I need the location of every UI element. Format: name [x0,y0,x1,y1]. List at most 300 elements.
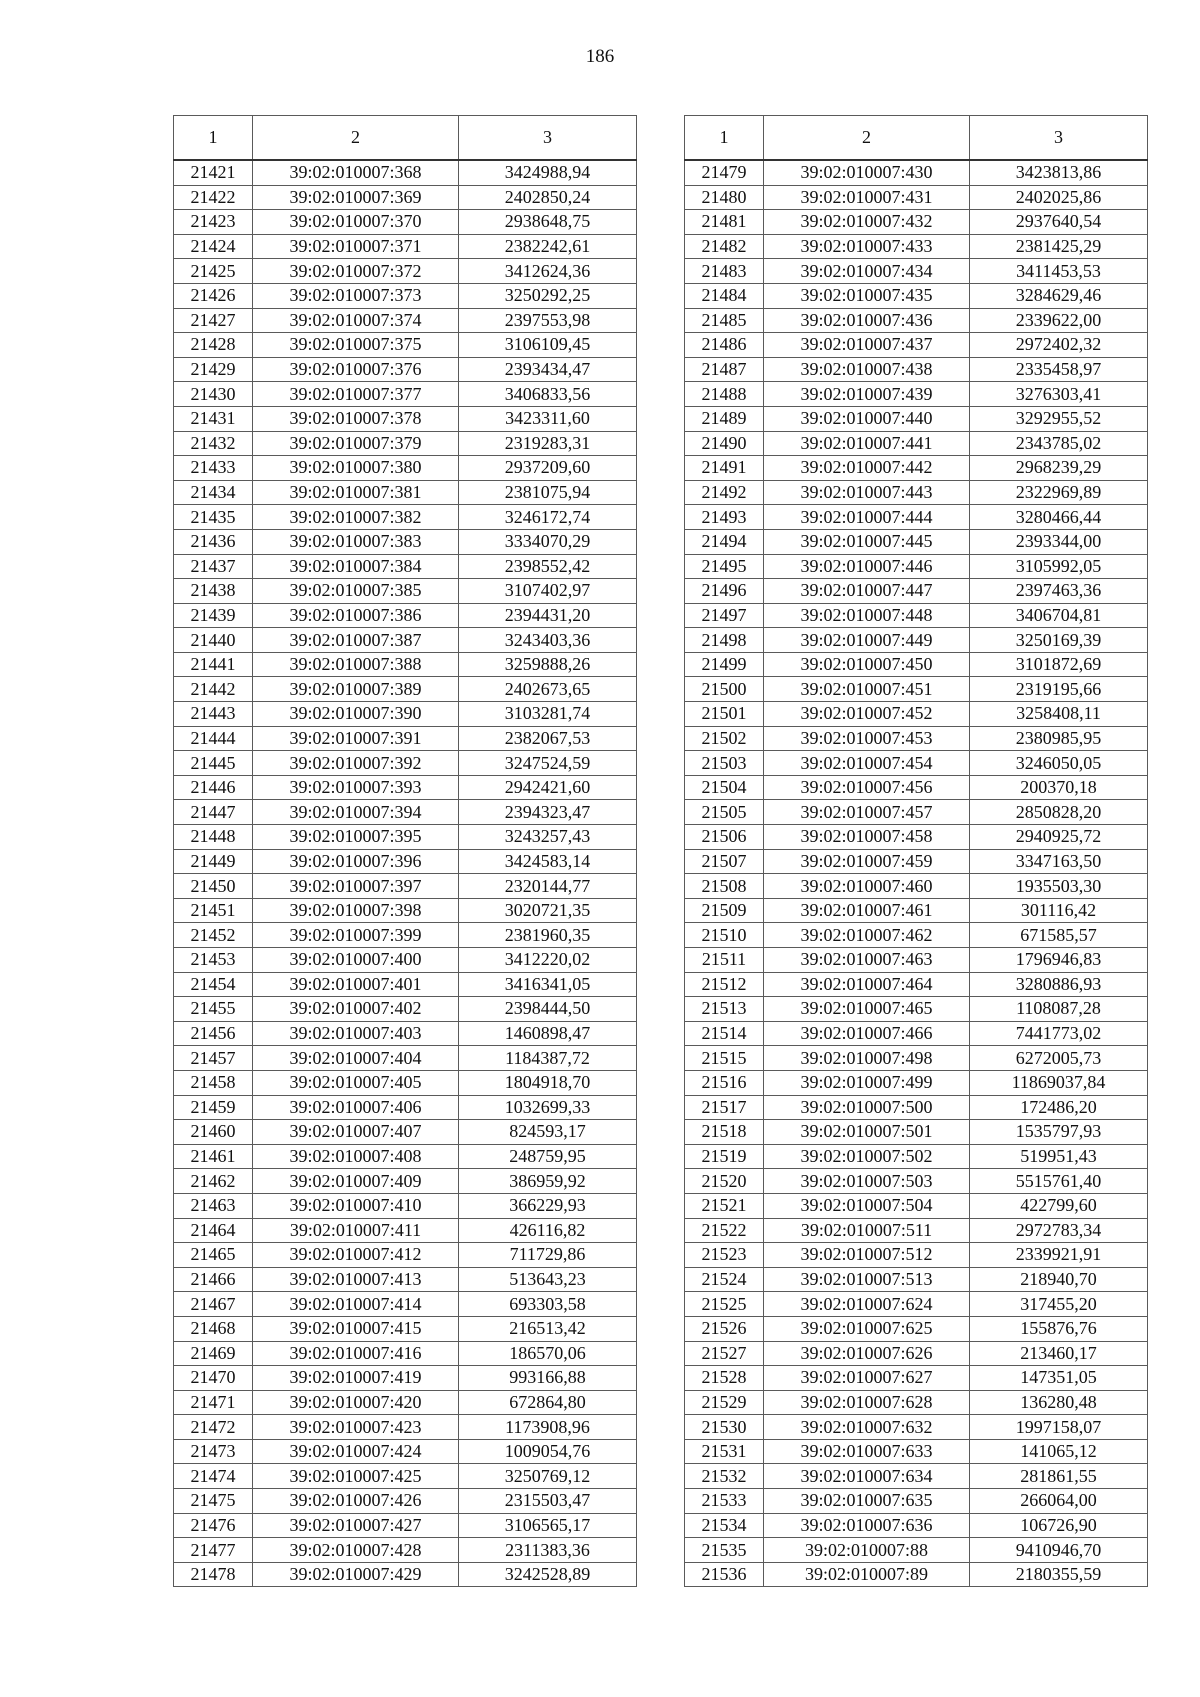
row-number-cell: 21454 [174,972,253,997]
cadastral-number-cell: 39:02:010007:415 [253,1316,459,1341]
cadastral-number-cell: 39:02:010007:500 [764,1095,970,1120]
table-row [174,603,637,628]
value-cell: 136280,48 [970,1390,1148,1415]
cadastral-number-cell: 39:02:010007:374 [253,308,459,333]
row-number-cell: 21497 [685,603,764,628]
table-row [174,874,637,899]
table-row [174,948,637,973]
row-number-cell: 21439 [174,603,253,628]
value-cell: 3412624,36 [459,259,637,284]
cadastral-number-cell: 39:02:010007:512 [764,1243,970,1268]
row-number-cell: 21449 [174,849,253,874]
row-number-cell: 21461 [174,1144,253,1169]
cadastral-number-cell: 39:02:010007:466 [764,1021,970,1046]
cadastral-number-cell: 39:02:010007:457 [764,800,970,825]
row-number-cell: 21534 [685,1513,764,1538]
value-cell: 711729,86 [459,1243,637,1268]
value-cell: 1108087,28 [970,997,1148,1022]
value-cell: 1804918,70 [459,1070,637,1095]
cadastral-number-cell: 39:02:010007:502 [764,1144,970,1169]
page-number: 186 [585,46,615,67]
row-number-cell: 21464 [174,1218,253,1243]
cadastral-number-cell: 39:02:010007:454 [764,751,970,776]
row-number-cell: 21493 [685,505,764,530]
row-number-cell: 21535 [685,1538,764,1563]
row-number-cell: 21494 [685,529,764,554]
cadastral-number-cell: 39:02:010007:450 [764,652,970,677]
table-row [685,628,1148,653]
row-number-cell: 21511 [685,948,764,973]
cadastral-number-cell: 39:02:010007:447 [764,579,970,604]
row-number-cell: 21463 [174,1193,253,1218]
value-cell: 993166,88 [459,1366,637,1391]
table-row [174,997,637,1022]
table-row [685,406,1148,431]
row-number-cell: 21526 [685,1316,764,1341]
cadastral-number-cell: 39:02:010007:433 [764,234,970,259]
row-number-cell: 21467 [174,1292,253,1317]
value-cell: 3334070,29 [459,529,637,554]
table-row [174,456,637,481]
value-cell: 2937209,60 [459,456,637,481]
table-row [685,1464,1148,1489]
row-number-cell: 21503 [685,751,764,776]
value-cell: 3246172,74 [459,505,637,530]
row-number-cell: 21533 [685,1489,764,1514]
left-table-body [174,160,637,1587]
row-number-cell: 21438 [174,579,253,604]
table-row [174,1169,637,1194]
table-row [685,579,1148,604]
value-cell: 422799,60 [970,1193,1148,1218]
row-number-cell: 21509 [685,898,764,923]
table-row [174,702,637,727]
row-number-cell: 21483 [685,259,764,284]
cadastral-number-cell: 39:02:010007:382 [253,505,459,530]
table-row [685,529,1148,554]
cadastral-number-cell: 39:02:010007:458 [764,825,970,850]
table-row [685,1489,1148,1514]
table-row [174,579,637,604]
cadastral-number-cell: 39:02:010007:439 [764,382,970,407]
value-cell: 3423311,60 [459,406,637,431]
cadastral-number-cell: 39:02:010007:395 [253,825,459,850]
row-number-cell: 21480 [685,185,764,210]
row-number-cell: 21476 [174,1513,253,1538]
row-number-cell: 21513 [685,997,764,1022]
value-cell: 147351,05 [970,1366,1148,1391]
row-number-cell: 21504 [685,775,764,800]
value-cell: 1535797,93 [970,1120,1148,1145]
cadastral-number-cell: 39:02:010007:443 [764,480,970,505]
value-cell: 3250769,12 [459,1464,637,1489]
table-row [174,505,637,530]
cadastral-number-cell: 39:02:010007:434 [764,259,970,284]
table-row [174,1538,637,1563]
table-row [685,1046,1148,1071]
cadastral-number-cell: 39:02:010007:400 [253,948,459,973]
cadastral-number-cell: 39:02:010007:403 [253,1021,459,1046]
table-row [685,382,1148,407]
row-number-cell: 21423 [174,210,253,235]
cadastral-number-cell: 39:02:010007:436 [764,308,970,333]
cadastral-number-cell: 39:02:010007:463 [764,948,970,973]
cadastral-number-cell: 39:02:010007:390 [253,702,459,727]
cadastral-number-cell: 39:02:010007:408 [253,1144,459,1169]
value-cell: 3243403,36 [459,628,637,653]
value-cell: 3280886,93 [970,972,1148,997]
table-row [174,1144,637,1169]
value-cell: 1935503,30 [970,874,1148,899]
row-number-cell: 21444 [174,726,253,751]
cadastral-number-cell: 39:02:010007:397 [253,874,459,899]
cadastral-number-cell: 39:02:010007:440 [764,406,970,431]
row-number-cell: 21531 [685,1439,764,1464]
table-row [685,1390,1148,1415]
row-number-cell: 21447 [174,800,253,825]
value-cell: 3416341,05 [459,972,637,997]
cadastral-number-cell: 39:02:010007:438 [764,357,970,382]
cadastral-number-cell: 39:02:010007:456 [764,775,970,800]
row-number-cell: 21475 [174,1489,253,1514]
right-table [684,115,1148,1587]
value-cell: 3106565,17 [459,1513,637,1538]
value-cell: 671585,57 [970,923,1148,948]
row-number-cell: 21443 [174,702,253,727]
row-number-cell: 21448 [174,825,253,850]
value-cell: 3280466,44 [970,505,1148,530]
cadastral-number-cell: 39:02:010007:460 [764,874,970,899]
row-number-cell: 21536 [685,1562,764,1587]
value-cell: 3276303,41 [970,382,1148,407]
table-row [685,825,1148,850]
table-row [174,1193,637,1218]
row-number-cell: 21440 [174,628,253,653]
table-row [174,382,637,407]
row-number-cell: 21489 [685,406,764,431]
row-number-cell: 21510 [685,923,764,948]
value-cell: 1009054,76 [459,1439,637,1464]
value-cell: 2339921,91 [970,1243,1148,1268]
cadastral-number-cell: 39:02:010007:402 [253,997,459,1022]
row-number-cell: 21492 [685,480,764,505]
cadastral-number-cell: 39:02:010007:426 [253,1489,459,1514]
value-cell: 281861,55 [970,1464,1148,1489]
value-cell: 2380985,95 [970,726,1148,751]
row-number-cell: 21508 [685,874,764,899]
table-row [685,898,1148,923]
value-cell: 2398444,50 [459,997,637,1022]
table-row [685,480,1148,505]
cadastral-number-cell: 39:02:010007:432 [764,210,970,235]
value-cell: 2382067,53 [459,726,637,751]
row-number-cell: 21512 [685,972,764,997]
table-row [174,1341,637,1366]
table-row [174,1366,637,1391]
row-number-cell: 21433 [174,456,253,481]
table-row [174,308,637,333]
row-number-cell: 21446 [174,775,253,800]
cadastral-number-cell: 39:02:010007:399 [253,923,459,948]
row-number-cell: 21499 [685,652,764,677]
row-number-cell: 21451 [174,898,253,923]
cadastral-number-cell: 39:02:010007:388 [253,652,459,677]
row-number-cell: 21517 [685,1095,764,1120]
table-row [174,1316,637,1341]
table-row [685,652,1148,677]
value-cell: 2394431,20 [459,603,637,628]
row-number-cell: 21524 [685,1267,764,1292]
row-number-cell: 21430 [174,382,253,407]
row-number-cell: 21525 [685,1292,764,1317]
cadastral-number-cell: 39:02:010007:401 [253,972,459,997]
cadastral-number-cell: 39:02:010007:437 [764,333,970,358]
table-row [174,1390,637,1415]
value-cell: 2343785,02 [970,431,1148,456]
row-number-cell: 21437 [174,554,253,579]
left-table [173,115,637,1587]
value-cell: 426116,82 [459,1218,637,1243]
row-number-cell: 21521 [685,1193,764,1218]
table-row [685,775,1148,800]
value-cell: 301116,42 [970,898,1148,923]
table-row [174,357,637,382]
table-row [174,972,637,997]
cadastral-number-cell: 39:02:010007:392 [253,751,459,776]
cadastral-number-cell: 39:02:010007:446 [764,554,970,579]
cadastral-number-cell: 39:02:010007:461 [764,898,970,923]
value-cell: 1997158,07 [970,1415,1148,1440]
row-number-cell: 21429 [174,357,253,382]
value-cell: 317455,20 [970,1292,1148,1317]
row-number-cell: 21498 [685,628,764,653]
cadastral-number-cell: 39:02:010007:378 [253,406,459,431]
table-row [685,210,1148,235]
table-row [174,185,637,210]
column-header-2: 2 [764,116,970,161]
cadastral-number-cell: 39:02:010007:405 [253,1070,459,1095]
table-row [685,603,1148,628]
cadastral-number-cell: 39:02:010007:453 [764,726,970,751]
cadastral-number-cell: 39:02:010007:370 [253,210,459,235]
table-row [685,800,1148,825]
value-cell: 3258408,11 [970,702,1148,727]
table-row [174,160,637,185]
cadastral-number-cell: 39:02:010007:396 [253,849,459,874]
value-cell: 1184387,72 [459,1046,637,1071]
table-row [685,1538,1148,1563]
value-cell: 216513,42 [459,1316,637,1341]
table-row [685,1562,1148,1587]
row-number-cell: 21505 [685,800,764,825]
row-number-cell: 21468 [174,1316,253,1341]
cadastral-number-cell: 39:02:010007:406 [253,1095,459,1120]
value-cell: 3259888,26 [459,652,637,677]
table-row [174,751,637,776]
value-cell: 2402025,86 [970,185,1148,210]
cadastral-number-cell: 39:02:010007:416 [253,1341,459,1366]
value-cell: 3412220,02 [459,948,637,973]
value-cell: 172486,20 [970,1095,1148,1120]
table-row [685,1095,1148,1120]
cadastral-number-cell: 39:02:010007:377 [253,382,459,407]
value-cell: 513643,23 [459,1267,637,1292]
value-cell: 3250169,39 [970,628,1148,653]
value-cell: 2382242,61 [459,234,637,259]
cadastral-number-cell: 39:02:010007:625 [764,1316,970,1341]
row-number-cell: 21428 [174,333,253,358]
value-cell: 3020721,35 [459,898,637,923]
cadastral-number-cell: 39:02:010007:376 [253,357,459,382]
row-number-cell: 21518 [685,1120,764,1145]
cadastral-number-cell: 39:02:010007:427 [253,1513,459,1538]
table-row [685,1366,1148,1391]
table-row [685,1021,1148,1046]
row-number-cell: 21471 [174,1390,253,1415]
value-cell: 248759,95 [459,1144,637,1169]
row-number-cell: 21472 [174,1415,253,1440]
cadastral-number-cell: 39:02:010007:431 [764,185,970,210]
table-row [685,505,1148,530]
cadastral-number-cell: 39:02:010007:407 [253,1120,459,1145]
table-row [685,234,1148,259]
value-cell: 3243257,43 [459,825,637,850]
table-row [174,431,637,456]
value-cell: 3423813,86 [970,160,1148,185]
table-row [174,1489,637,1514]
cadastral-number-cell: 39:02:010007:381 [253,480,459,505]
value-cell: 2397463,36 [970,579,1148,604]
column-header-1: 1 [174,116,253,161]
row-number-cell: 21523 [685,1243,764,1268]
cadastral-number-cell: 39:02:010007:501 [764,1120,970,1145]
value-cell: 2381960,35 [459,923,637,948]
row-number-cell: 21502 [685,726,764,751]
table-row [174,1267,637,1292]
row-number-cell: 21426 [174,283,253,308]
cadastral-number-cell: 39:02:010007:88 [764,1538,970,1563]
value-cell: 2381425,29 [970,234,1148,259]
cadastral-number-cell: 39:02:010007:444 [764,505,970,530]
value-cell: 2335458,97 [970,357,1148,382]
row-number-cell: 21434 [174,480,253,505]
table-row [685,160,1148,185]
table-row [174,529,637,554]
cadastral-number-cell: 39:02:010007:419 [253,1366,459,1391]
cadastral-number-cell: 39:02:010007:513 [764,1267,970,1292]
table-row [685,308,1148,333]
value-cell: 3424583,14 [459,849,637,874]
table-row [174,1046,637,1071]
row-number-cell: 21485 [685,308,764,333]
cadastral-number-cell: 39:02:010007:628 [764,1390,970,1415]
row-number-cell: 21478 [174,1562,253,1587]
table-row [174,898,637,923]
table-row [685,874,1148,899]
table-row [174,406,637,431]
row-number-cell: 21462 [174,1169,253,1194]
value-cell: 2322969,89 [970,480,1148,505]
value-cell: 213460,17 [970,1341,1148,1366]
row-number-cell: 21516 [685,1070,764,1095]
row-number-cell: 21506 [685,825,764,850]
table-row [685,1415,1148,1440]
table-row [685,1513,1148,1538]
cadastral-number-cell: 39:02:010007:435 [764,283,970,308]
table-row [685,1169,1148,1194]
row-number-cell: 21425 [174,259,253,284]
value-cell: 6272005,73 [970,1046,1148,1071]
cadastral-number-cell: 39:02:010007:459 [764,849,970,874]
value-cell: 1796946,83 [970,948,1148,973]
cadastral-number-cell: 39:02:010007:398 [253,898,459,923]
table-row [174,628,637,653]
value-cell: 2937640,54 [970,210,1148,235]
row-number-cell: 21514 [685,1021,764,1046]
table-row [685,677,1148,702]
table-row [685,923,1148,948]
row-number-cell: 21482 [685,234,764,259]
row-number-cell: 21422 [174,185,253,210]
table-row [174,234,637,259]
row-number-cell: 21487 [685,357,764,382]
value-cell: 3107402,97 [459,579,637,604]
value-cell: 2942421,60 [459,775,637,800]
cadastral-number-cell: 39:02:010007:511 [764,1218,970,1243]
cadastral-number-cell: 39:02:010007:409 [253,1169,459,1194]
row-number-cell: 21421 [174,160,253,185]
value-cell: 2402850,24 [459,185,637,210]
row-number-cell: 21481 [685,210,764,235]
left-table-header [174,116,637,161]
row-number-cell: 21465 [174,1243,253,1268]
table-row [174,1292,637,1317]
cadastral-number-cell: 39:02:010007:627 [764,1366,970,1391]
row-number-cell: 21474 [174,1464,253,1489]
cadastral-number-cell: 39:02:010007:442 [764,456,970,481]
cadastral-number-cell: 39:02:010007:379 [253,431,459,456]
cadastral-number-cell: 39:02:010007:635 [764,1489,970,1514]
column-header-3: 3 [459,116,637,161]
value-cell: 3106109,45 [459,333,637,358]
value-cell: 2397553,98 [459,308,637,333]
cadastral-number-cell: 39:02:010007:373 [253,283,459,308]
table-row [174,480,637,505]
table-row [174,283,637,308]
value-cell: 11869037,84 [970,1070,1148,1095]
row-number-cell: 21527 [685,1341,764,1366]
row-number-cell: 21466 [174,1267,253,1292]
value-cell: 2940925,72 [970,825,1148,850]
row-number-cell: 21490 [685,431,764,456]
cadastral-number-cell: 39:02:010007:391 [253,726,459,751]
table-row [685,702,1148,727]
value-cell: 3292955,52 [970,406,1148,431]
value-cell: 141065,12 [970,1439,1148,1464]
value-cell: 3284629,46 [970,283,1148,308]
cadastral-number-cell: 39:02:010007:503 [764,1169,970,1194]
table-row [685,1439,1148,1464]
table-row [174,259,637,284]
cadastral-number-cell: 39:02:010007:89 [764,1562,970,1587]
cadastral-number-cell: 39:02:010007:380 [253,456,459,481]
table-row [685,726,1148,751]
table-row [174,1464,637,1489]
right-table-body [685,160,1148,1587]
table-row [174,1243,637,1268]
table-row [685,333,1148,358]
table-row [174,1021,637,1046]
